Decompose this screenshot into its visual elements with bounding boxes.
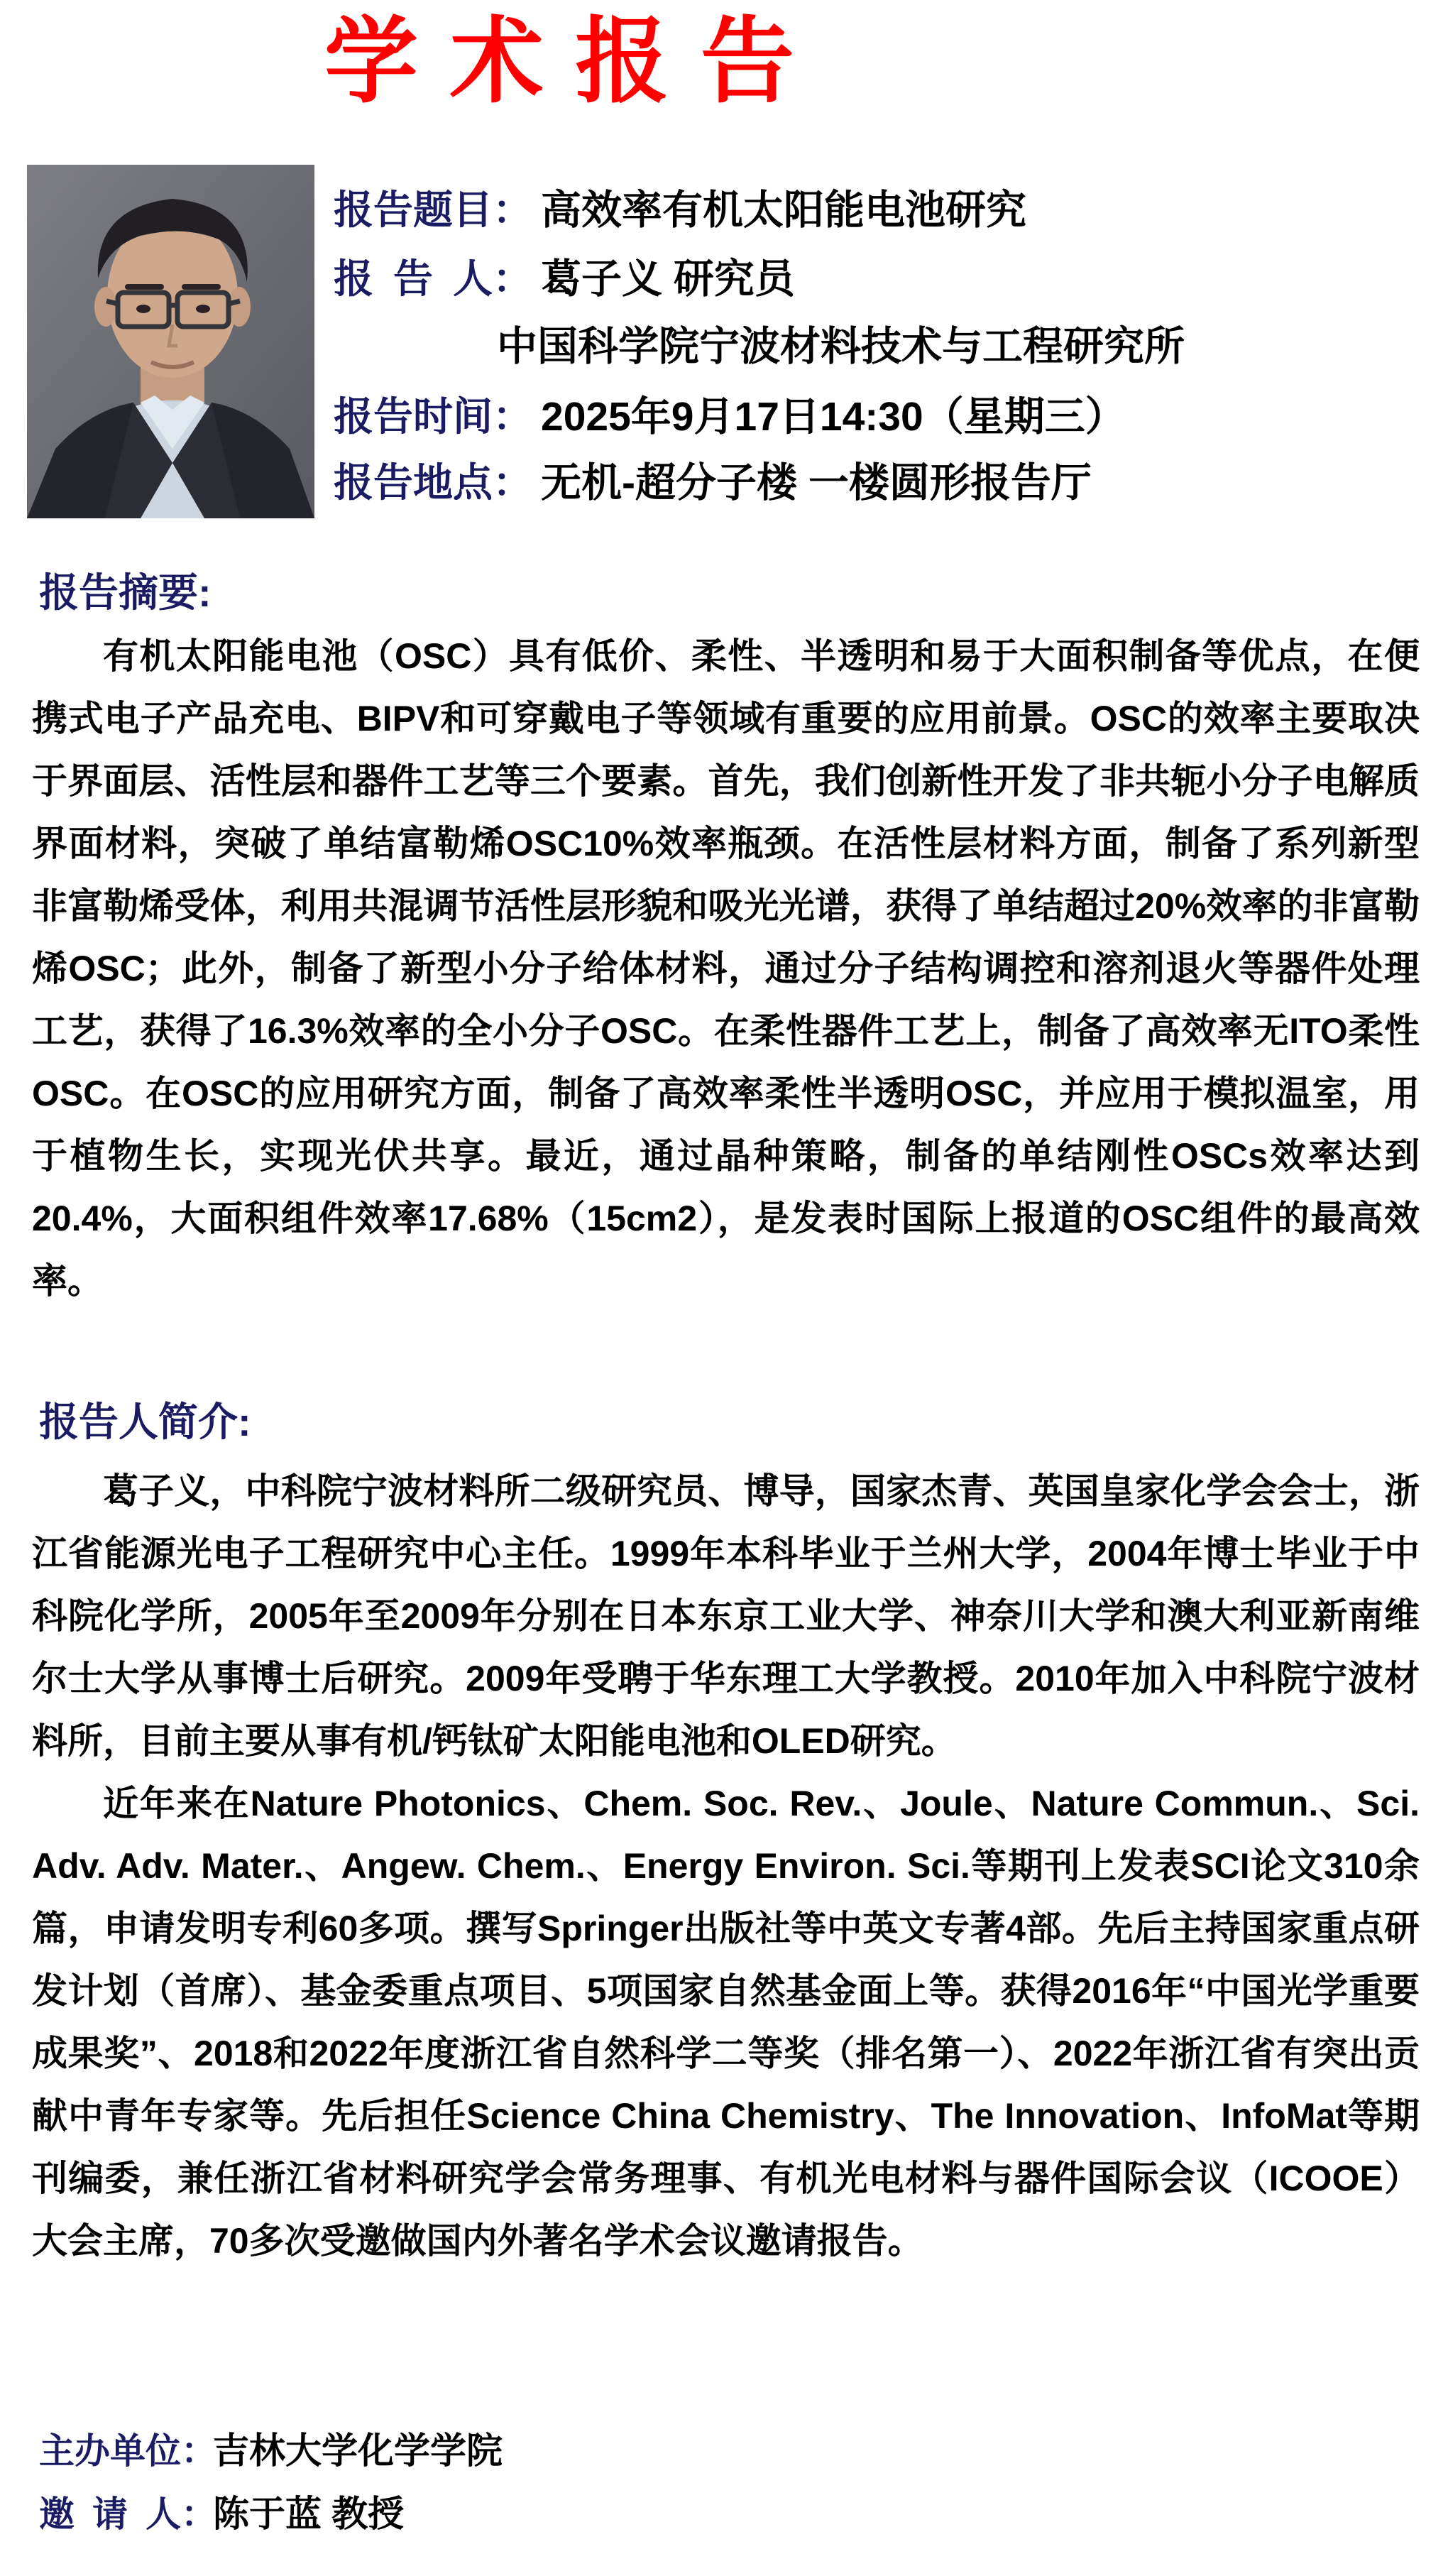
- portrait-ear-right: [228, 287, 251, 327]
- bio-paragraph-1: 葛子义，中科院宁波材料所二级研究员、博导，国家杰青、英国皇家化学会会士，浙江省能源光电子工程研究中心主任。1999年本科毕业于兰州大学，2004年博士毕业于中科院化学所，2005年至2009年分别在日本东京工业大学、神奈川大学和澳大利亚新南维尔士大学从事博士后研究。2009年受聘于华东理工大学教授。2010年加入中科院宁波材料所，目前主要从事有机/钙钛矿太阳能电池和OLED研究。: [32, 1471, 1420, 1761]
- field-report-time-label: 报告时间：: [334, 394, 532, 439]
- field-report-location-value: 无机-超分子楼 一楼圆形报告厅: [541, 460, 1092, 506]
- field-report-time: [334, 384, 1126, 442]
- field-affiliation-value: 中国科学院宁波材料技术与工程研究所: [497, 324, 1185, 369]
- field-speaker: [334, 246, 795, 305]
- field-speaker-value: 葛子义 研究员: [541, 256, 795, 302]
- field-report-time-value: 2025年9月17日14:30（星期三）: [541, 394, 1126, 440]
- abstract-section: [32, 625, 1420, 1312]
- field-affiliation: [497, 314, 1185, 372]
- field-report-location-label: 报告地点：: [334, 460, 532, 505]
- portrait-eyebrow-right: [182, 284, 221, 290]
- field-report-title: [334, 178, 1026, 236]
- bio-paragraph-2: 近年来在Nature Photonics、Chem. Soc. Rev.、Joule、Nature Commun.、Sci. Adv. Adv. Mater.、Angew. Chem.、Energy Environ. Sci.等期刊上发表SCI论文310余篇，申请发明专利60多项。撰写Springer出版社等中英文专著4部。先后主持国家重点研发计划（首席）、基金委重点项目、5项国家自然基金面上等。获得2016年“中国光学重要成果奖”、2018和2022年度浙江省自然科学二等奖（排名第一）、2022年浙江省有突出贡献中青年专家等。先后担任Science China Chemistry、The Innovation、InfoMat等期刊编委，兼任浙江省材料研究学会常务理事、有机光电材料与器件国际会议（ICOOE）大会主席，70多次受邀做国内外著名学术会议邀请报告。: [32, 1784, 1420, 2261]
- field-report-title-value: 高效率有机太阳能电池研究: [541, 187, 1026, 233]
- field-host: [39, 2421, 503, 2474]
- bio-heading: 报告人简介:: [39, 1399, 251, 1444]
- abstract-heading: 报告摘要:: [39, 570, 212, 615]
- speaker-photo: [27, 165, 314, 518]
- field-host-label: 主办单位：: [39, 2431, 216, 2471]
- speaker-portrait-illustration: [27, 165, 314, 518]
- portrait-eye-left: [136, 305, 150, 313]
- field-inviter-value: 陈于蓝 教授: [213, 2494, 405, 2534]
- field-report-title-label: 报告题目：: [334, 187, 532, 232]
- bio-section: [32, 1460, 1420, 2272]
- portrait-eyebrow-left: [125, 284, 164, 290]
- field-inviter-label: 邀 请 人：: [39, 2494, 216, 2534]
- portrait-ear-left: [94, 287, 117, 327]
- field-report-location: [334, 450, 1092, 508]
- field-inviter: [39, 2484, 404, 2537]
- field-host-value: 吉林大学化学学院: [213, 2430, 503, 2471]
- portrait-eye-right: [196, 305, 210, 313]
- abstract-paragraph: 有机太阳能电池（OSC）具有低价、柔性、半透明和易于大面积制备等优点，在便携式电子产品充电、BIPV和可穿戴电子等领域有重要的应用前景。OSC的效率主要取决于界面层、活性层和器件工艺等三个要素。首先，我们创新性开发了非共轭小分子电解质界面材料，突破了单结富勒烯OSC10%效率瓶颈。在活性层材料方面，制备了系列新型非富勒烯受体，利用共混调节活性层形貌和吸光光谱，获得了单结超过20%效率的非富勒烯OSC；此外，制备了新型小分子给体材料，通过分子结构调控和溶剂退火等器件处理工艺，获得了16.3%效率的全小分子OSC。在柔性器件工艺上，制备了高效率无ITO柔性OSC。在OSC的应用研究方面，制备了高效率柔性半透明OSC，并应用于模拟温室，用于植物生长，实现光伏共享。最近，通过晶种策略，制备的单结刚性OSCs效率达到20.4%，大面积组件效率17.68%（15cm2），是发表时国际上报道的OSC组件的最高效率。: [32, 636, 1420, 1301]
- field-speaker-label: 报 告 人：: [334, 256, 532, 301]
- page-title: 学 术 报 告: [324, 9, 798, 114]
